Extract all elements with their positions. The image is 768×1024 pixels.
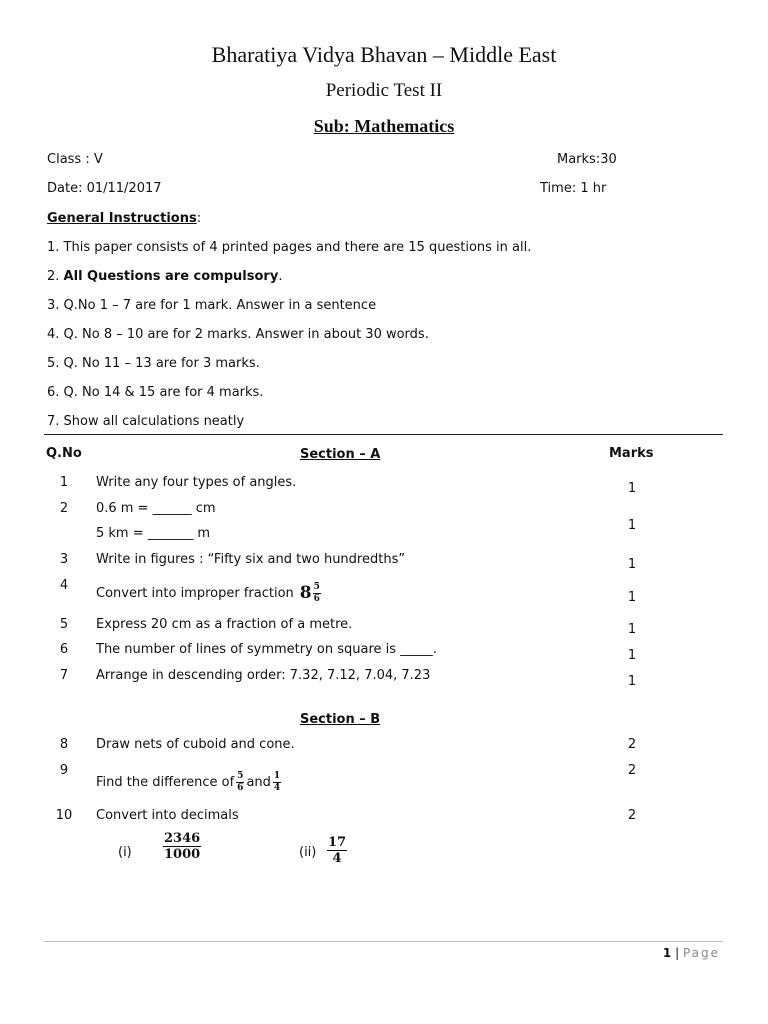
instruction-item: 1. This paper consists of 4 printed pages and there are 15 questions in all. bbox=[47, 240, 532, 255]
question-text bbox=[96, 762, 281, 802]
marks-label: Marks:30 bbox=[557, 152, 617, 167]
part-label: (i) bbox=[118, 845, 132, 860]
instructions-heading-text: General Instructions bbox=[47, 211, 197, 226]
footer-divider bbox=[44, 941, 723, 942]
subject-label: Sub: Mathematics bbox=[313, 116, 455, 136]
fraction-denominator: 6 bbox=[237, 782, 244, 793]
mixed-fraction bbox=[313, 583, 321, 604]
question-text: Arrange in descending order: 7.32, 7.12, 7.04, 7.23 bbox=[96, 668, 431, 683]
section-b-title: Section – B bbox=[300, 712, 381, 727]
instructions-heading-colon: : bbox=[196, 211, 202, 226]
date-label: Date: 01/11/2017 bbox=[47, 181, 162, 196]
instruction-item bbox=[47, 269, 282, 284]
question-marks: 2 bbox=[627, 808, 637, 823]
question-text: Convert into decimals bbox=[96, 808, 239, 823]
question-marks: 1 bbox=[627, 648, 637, 663]
fraction-17-4 bbox=[327, 836, 347, 865]
question-text: Draw nets of cuboid and cone. bbox=[96, 737, 295, 752]
and-word: and bbox=[246, 774, 271, 790]
school-name: Bharatiya Vidya Bhavan – Middle East bbox=[211, 42, 557, 67]
fraction-denominator: 6 bbox=[313, 593, 320, 604]
page-word: Page bbox=[682, 946, 720, 960]
class-label: Class : V bbox=[47, 152, 103, 167]
fraction-numerator: 1 bbox=[273, 770, 281, 781]
question-marks: 1 bbox=[627, 622, 637, 637]
question-text bbox=[96, 578, 321, 608]
part-label: (ii) bbox=[299, 845, 317, 860]
subject-title bbox=[0, 116, 768, 137]
question-marks: 1 bbox=[627, 590, 637, 605]
instruction-item: 5. Q. No 11 – 13 are for 3 marks. bbox=[47, 356, 260, 371]
question-text-line2: 5 km = _______ m bbox=[96, 526, 211, 541]
qno-header: Q.No bbox=[46, 446, 82, 461]
question-number: 2 bbox=[59, 501, 69, 516]
page-footer bbox=[600, 946, 720, 960]
question-number: 8 bbox=[59, 737, 69, 752]
instruction-end: . bbox=[278, 269, 283, 284]
mixed-fraction-whole: 8 bbox=[299, 583, 312, 603]
question-marks: 1 bbox=[627, 557, 637, 572]
question-text: 0.6 m = ______ cm bbox=[96, 501, 216, 516]
question-number: 5 bbox=[59, 617, 69, 632]
question-number: 9 bbox=[59, 763, 69, 778]
fraction-denominator: 1000 bbox=[164, 847, 201, 862]
instructions-heading bbox=[47, 211, 201, 226]
fraction-denominator: 4 bbox=[332, 851, 342, 866]
question-text: Write in figures : “Fifty six and two hundredths” bbox=[96, 552, 406, 567]
question-marks: 1 bbox=[627, 481, 637, 496]
question-text: The number of lines of symmetry on square is _____. bbox=[96, 642, 437, 657]
question-marks: 2 bbox=[627, 737, 637, 752]
question-marks: 2 bbox=[627, 763, 637, 778]
question-marks: 1 bbox=[627, 674, 637, 689]
fraction bbox=[327, 836, 347, 865]
question-number: 6 bbox=[59, 642, 69, 657]
question-number: 4 bbox=[59, 578, 69, 593]
instruction-item: 4. Q. No 8 – 10 are for 2 marks. Answer in about 30 words. bbox=[47, 327, 429, 342]
question-text: Express 20 cm as a fraction of a metre. bbox=[96, 617, 353, 632]
time-label: Time: 1 hr bbox=[540, 181, 607, 196]
instruction-number: 2. bbox=[47, 269, 64, 284]
test-name: Periodic Test II bbox=[325, 80, 443, 101]
section-a-title: Section – A bbox=[300, 447, 381, 462]
fraction-one-fourth bbox=[273, 772, 281, 793]
fraction-numerator: 5 bbox=[237, 770, 244, 781]
fraction-numerator: 5 bbox=[313, 581, 320, 592]
fraction-numerator: 17 bbox=[328, 835, 347, 850]
marks-header: Marks bbox=[609, 446, 654, 461]
question-number: 7 bbox=[59, 668, 69, 683]
instruction-item: 7. Show all calculations neatly bbox=[47, 414, 245, 429]
fraction bbox=[163, 832, 201, 861]
question-number: 1 bbox=[59, 475, 69, 490]
page-number: 1 bbox=[662, 946, 672, 960]
question-marks: 1 bbox=[627, 518, 637, 533]
page-separator: | bbox=[671, 946, 683, 960]
question-text-label: Find the difference of bbox=[96, 774, 235, 790]
fraction-denominator: 4 bbox=[273, 782, 281, 793]
instruction-bold-text: All Questions are compulsory bbox=[63, 269, 279, 284]
question-text: Write any four types of angles. bbox=[96, 475, 297, 490]
instruction-item: 6. Q. No 14 & 15 are for 4 marks. bbox=[47, 385, 264, 400]
question-number: 10 bbox=[55, 808, 73, 823]
question-number: 3 bbox=[59, 552, 69, 567]
fraction-numerator: 2346 bbox=[164, 831, 201, 846]
instruction-item: 3. Q.No 1 – 7 are for 1 mark. Answer in a sentence bbox=[47, 298, 377, 313]
fraction-2346-1000 bbox=[163, 832, 201, 861]
fraction-five-sixths bbox=[236, 772, 244, 793]
question-text-label: Convert into improper fraction bbox=[96, 585, 294, 601]
divider bbox=[44, 434, 723, 435]
